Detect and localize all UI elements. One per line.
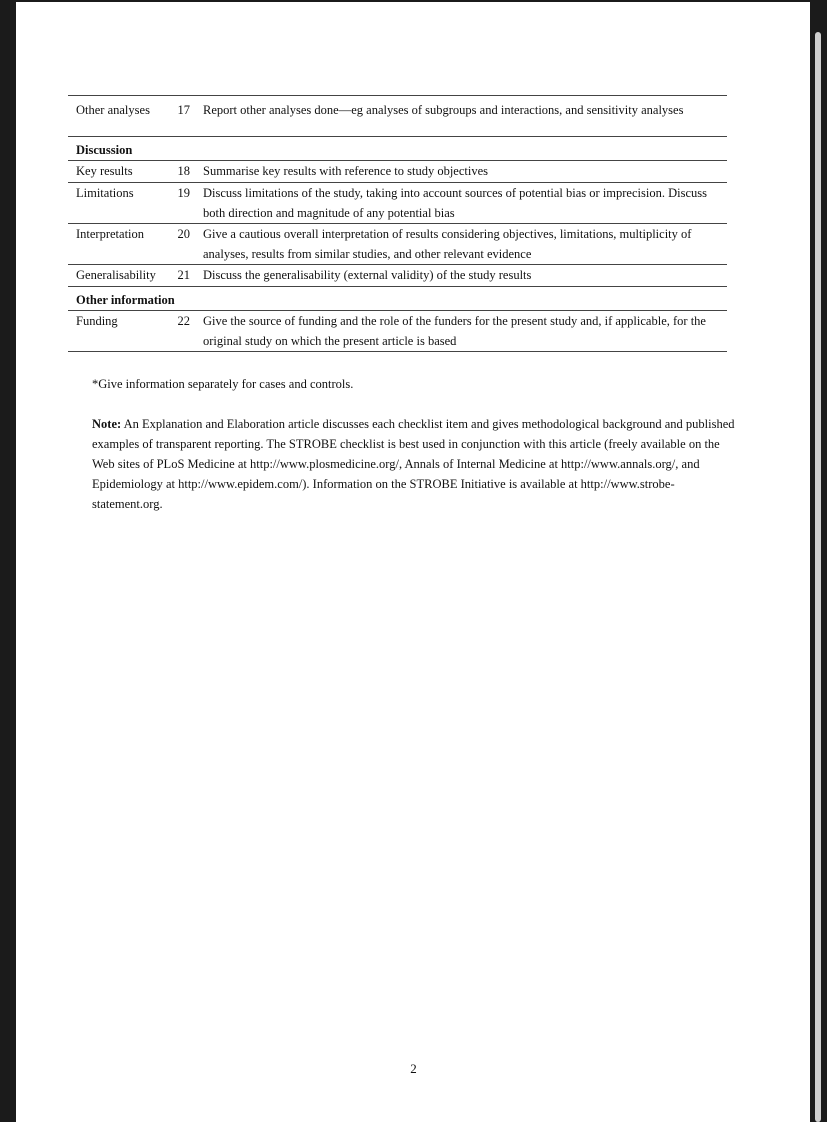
item-description: Discuss limitations of the study, taking into account sources of potential bias or imprecision. Discuss both direction and magnitude of any potential bias xyxy=(203,186,707,220)
item-label: Key results xyxy=(76,164,133,178)
item-number: 17 xyxy=(177,103,190,117)
page-number: 2 xyxy=(410,1061,417,1076)
note-paragraph xyxy=(92,414,742,514)
table-row xyxy=(68,183,727,224)
table-row xyxy=(68,95,727,137)
notes-section xyxy=(92,374,742,514)
table-row xyxy=(68,161,727,183)
item-label: Other analyses xyxy=(76,103,150,117)
scrollbar[interactable] xyxy=(810,0,827,1122)
footnote: *Give information separately for cases and controls. xyxy=(92,377,354,391)
item-number: 21 xyxy=(177,268,190,282)
table-row xyxy=(68,311,727,352)
scrollbar-thumb[interactable] xyxy=(815,32,821,1122)
item-description: Give the source of funding and the role of the funders for the present study and, if applicable, for the original study on which the present article is based xyxy=(203,314,706,348)
checklist-table xyxy=(68,95,727,352)
section-heading-row xyxy=(68,287,727,311)
item-label: Limitations xyxy=(76,186,134,200)
note-text: An Explanation and Elaboration article discusses each checklist item and gives methodological background and published examples of transparent reporting. The STROBE checklist is best used in conjunction with this article (freely available on the Web sites of PLoS Medicine at http://www.plosmedicine.org/, Annals of Internal Medicine at http://www.annals.org/, and Epidemiology at http://www.epidem.com/). Information on the STROBE Initiative is available at http://www.strobe-statement.org. xyxy=(92,417,735,511)
table-row xyxy=(68,265,727,287)
item-description: Discuss the generalisability (external validity) of the study results xyxy=(203,268,532,282)
note-label: Note: xyxy=(92,417,122,431)
item-label: Generalisability xyxy=(76,268,156,282)
item-description: Report other analyses done—eg analyses of subgroups and interactions, and sensitivity analyses xyxy=(203,103,684,117)
item-number: 22 xyxy=(177,314,190,328)
section-heading: Discussion xyxy=(76,143,133,157)
section-heading-row xyxy=(68,137,727,161)
table-row xyxy=(68,224,727,265)
item-description: Summarise key results with reference to study objectives xyxy=(203,164,488,178)
item-label: Interpretation xyxy=(76,227,145,241)
item-number: 19 xyxy=(177,186,190,200)
item-label: Funding xyxy=(76,314,118,328)
item-description: Give a cautious overall interpretation of results considering objectives, limitations, multiplicity of analyses, results from similar studies, and other relevant evidence xyxy=(203,227,692,261)
item-number: 18 xyxy=(177,164,190,178)
item-number: 20 xyxy=(177,227,190,241)
section-heading: Other information xyxy=(76,293,175,307)
